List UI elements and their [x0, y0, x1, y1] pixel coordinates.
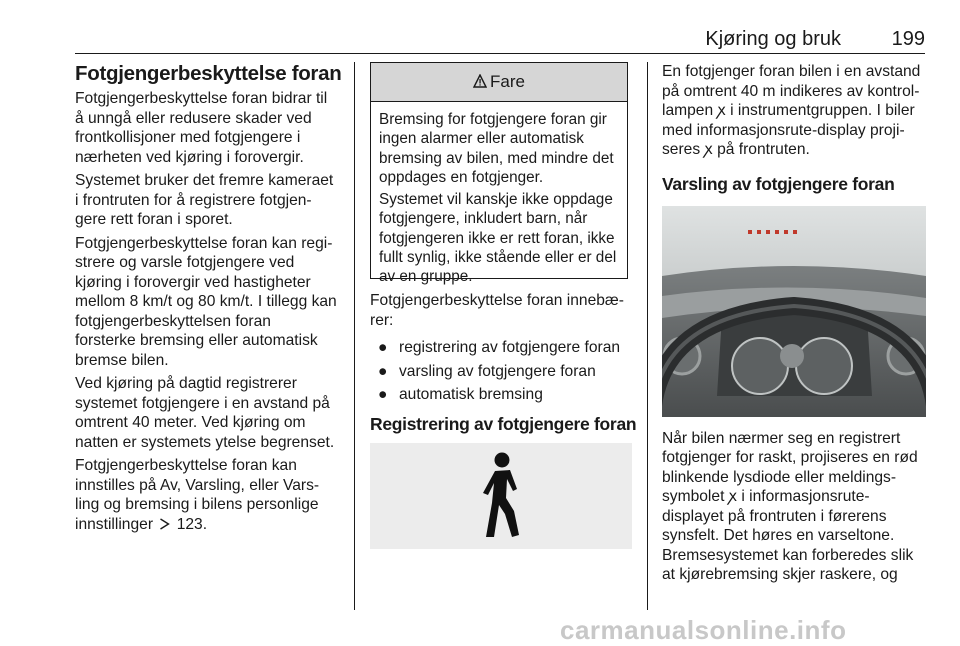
section-heading: Fotgjengerbeskyttelse foran — [75, 62, 342, 85]
list-item: ● varsling av fotgjengere foran — [378, 362, 596, 380]
paragraph: Fotgjengerbeskyttelse foran kan innstilles på Av, Varsling, eller Vars- ling og bremsing i bilens personlige innstillinger 123. — [75, 457, 320, 533]
pedestrian-indicator-icon: ꭗ — [704, 141, 713, 158]
subsection-heading: Registrering av fotgjengere foran — [370, 413, 637, 434]
page-header — [75, 27, 925, 54]
danger-paragraph: Systemet vil kanskje ikke oppdage fotgjengere, inkludert barn, når fotgjengeren ikke er rett foran, ikke fullt synlig, ikke stående eller er del av en gruppe. — [379, 191, 617, 286]
warning-triangle-icon — [473, 64, 487, 78]
paragraph: Fotgjengerbeskyttelse foran bidrar til å unngå eller redusere skader ved frontkollisjoner med fotgjengere i nærheten ved kjøring i forovergir. — [75, 90, 328, 166]
watermark: carmanualsonline.info — [560, 615, 847, 645]
list-item: ● automatisk bremsing — [378, 386, 543, 403]
paragraph: Fotgjengerbeskyttelse foran kan regi- strere og varsle fotgjengere ved kjøring i forovergir ved hastigheter mellom 8 km/t og 80 km/t. I tillegg kan fotgjengerbeskyttelsen foran forsterke bremsing eller automatisk bremse bilen. — [75, 234, 337, 369]
column-left — [75, 62, 341, 538]
list-item: ● registrering av fotgjengere foran — [378, 339, 621, 356]
paragraph: En fotgjenger foran bilen i en avstand på omtrent 40 m indikeres av kontrol- lampen ꭗ i instrumentgruppen. I biler med informasjonsrute-display proji- seres ꭗ på frontruten. — [662, 63, 921, 158]
page-reference-icon[interactable] — [159, 516, 170, 528]
column-divider-1 — [354, 62, 355, 610]
page-number: 199 — [891, 28, 925, 50]
pedestrian-icon — [480, 451, 526, 546]
pedestrian-indicator-icon: ꭗ — [717, 102, 726, 119]
subsection-heading: Varsling av fotgjengere foran — [662, 173, 895, 194]
feature-list — [370, 338, 632, 405]
paragraph: Systemet bruker det fremre kameraet i frontruten for å registrere fotgjen- gere rett foran i sporet. — [75, 172, 334, 228]
danger-box-header — [371, 63, 627, 102]
column-divider-2 — [647, 62, 648, 610]
column-middle — [370, 62, 637, 549]
danger-box-title: Fare — [490, 72, 525, 91]
pedestrian-illustration — [370, 443, 632, 549]
paragraph: Ved kjøring på dagtid registrerer systemet fotgjengere i en avstand på omtrent 40 meter. Ved kjøring om natten er systemets ytelse begrenset. — [75, 375, 335, 451]
page-reference-link[interactable]: 123. — [176, 515, 208, 533]
dashboard-photo — [662, 206, 926, 417]
danger-box — [370, 62, 628, 286]
paragraph: Når bilen nærmer seg en registrert fotgjenger for raskt, projiseres en rød blinkende lysdiode eller meldings- symbolet ꭗ i informasjonsrute- displayet på frontruten i førerens synsfelt. Det høres en varseltone. Bremsesystemet kan forberedes slik at kjørebremsing skjer raskere, og — [662, 429, 918, 583]
column-right — [662, 62, 926, 589]
danger-paragraph: Bremsing for fotgjengere foran gir ingen alarmer eller automatisk bremsing av bilen, med mindre det oppdages en fotgjenger. — [379, 111, 614, 186]
intro-paragraph: Fotgjengerbeskyttelse foran innebæ- rer: — [370, 292, 624, 329]
section-title: Kjøring og bruk — [705, 28, 841, 50]
pedestrian-indicator-icon: ꭗ — [728, 488, 738, 505]
